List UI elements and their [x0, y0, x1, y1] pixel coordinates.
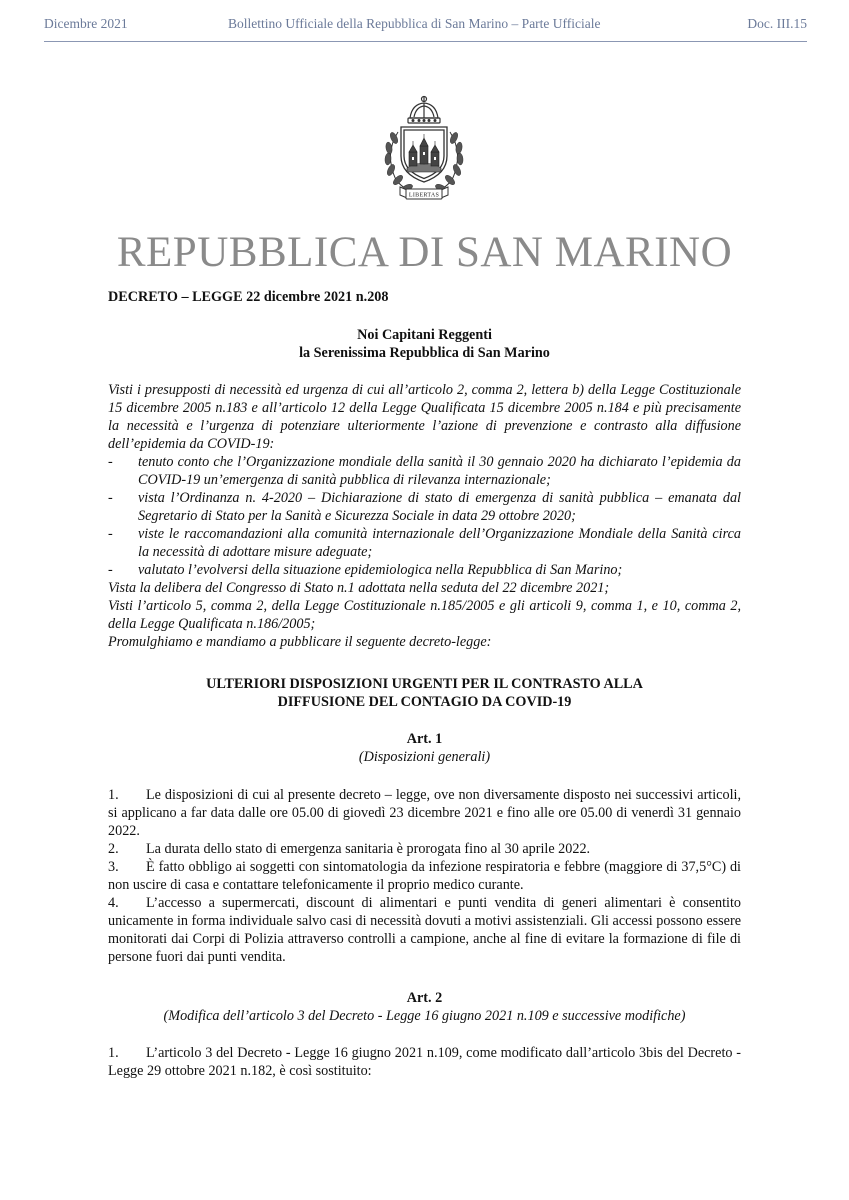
article-2-body [108, 1044, 741, 1080]
paragraph-number: 4. [108, 895, 119, 911]
page-title: REPUBBLICA DI SAN MARINO [116, 229, 733, 276]
article-paragraph [108, 858, 741, 894]
paragraph-text: Le disposizioni di cui al presente decreto – legge, ove non diversamente disposto nei successivi articoli, si applicano a far data dalle ore 05.00 di giovedì 23 dicembre 2021 e fino alle ore 05.00 di venerdì 31 gennaio 2022. [108, 787, 741, 839]
paragraph-text: È fatto obbligo ai soggetti con sintomatologia da infezione respiratoria e febbre (maggiore di 37,5°C) di non uscire di casa e contattare telefonicamente il proprio medico curante. [108, 859, 741, 893]
article-paragraph [108, 894, 741, 966]
article-paragraph [108, 840, 741, 858]
header-date: Dicembre 2021 [44, 16, 128, 31]
article-subtitle: (Modifica dell’articolo 3 del Decreto - Legge 16 giugno 2021 n.109 e successive modifiche) [163, 1008, 686, 1024]
emblem-motto: LIBERTAS [408, 192, 440, 199]
preamble-delibera: Vista la delibera del Congresso di Stato n.1 adottata nella seduta del 22 dicembre 2021; [108, 580, 610, 596]
article-subtitle: (Disposizioni generali) [358, 749, 491, 765]
article-paragraph [108, 786, 741, 840]
bullet-dash: - [108, 526, 113, 542]
bullet-dash: - [108, 562, 113, 578]
bullet-dash: - [108, 490, 113, 506]
paragraph-number: 2. [108, 841, 119, 857]
preamble-promulgation: Promulghiamo e mandiamo a pubblicare il seguente decreto-legge: [108, 634, 492, 650]
article-2-heading [0, 989, 849, 1025]
list-item [108, 561, 741, 579]
regents-line-1: Noi Capitani Reggenti [357, 327, 492, 343]
decree-title-line-2: DIFFUSIONE DEL CONTAGIO DA COVID-19 [277, 694, 572, 710]
list-item [108, 489, 741, 525]
list-item [108, 525, 741, 561]
bullet-text: tenuto conto che l’Organizzazione mondiale della sanità il 30 gennaio 2020 ha dichiarato l’epidemia da COVID-19 un’emergenza di sanità pubblica di rilevanza internazionale; [138, 454, 741, 488]
decree-heading: DECRETO – LEGGE 22 dicembre 2021 n.208 [108, 289, 389, 305]
preamble [108, 381, 741, 651]
article-paragraph [108, 1044, 741, 1080]
running-header [44, 16, 807, 36]
article-number: Art. 2 [406, 990, 443, 1006]
coat-of-arms-icon [376, 94, 472, 206]
paragraph-text: L’accesso a supermercati, discount di alimentari e punti vendita di generi alimentari è consentito unicamente in forma individuale salvo casi di necessità dovuti a motivi assistenziali. Gli accessi possono essere monitorati dai Corpi di Polizia attraverso controlli a campione, anche al fine di evitare la formazione di file di persone fuori dai punti vendita. [108, 895, 741, 965]
article-number: Art. 1 [406, 731, 443, 747]
list-item [108, 453, 741, 489]
article-1-heading [0, 730, 849, 766]
paragraph-text: La durata dello stato di emergenza sanitaria è prorogata fino al 30 aprile 2022. [146, 841, 591, 857]
paragraph-text: L’articolo 3 del Decreto - Legge 16 giugno 2021 n.109, come modificato dall’articolo 3bis del Decreto - Legge 29 ottobre 2021 n.182, è così sostituito: [108, 1045, 741, 1079]
decree-title-line-1: ULTERIORI DISPOSIZIONI URGENTI PER IL CONTRASTO ALLA [206, 676, 643, 692]
header-divider [44, 41, 807, 42]
regents-line-2: la Serenissima Repubblica di San Marino [299, 345, 550, 361]
preamble-intro: Visti i presupposti di necessità ed urgenza di cui all’articolo 2, comma 2, lettera b) della Legge Costituzionale 15 dicembre 2005 n.183 e all’articolo 12 della Legge Qualificata 15 dicembre 2005 n.184 e più precisamente la necessità e l’urgenza di potenziare ulteriormente l’azione di prevenzione e contrasto alla diffusione dell’epidemia da COVID-19: [108, 382, 741, 452]
paragraph-number: 1. [108, 1045, 119, 1061]
header-publication: Bollettino Ufficiale della Repubblica di San Marino – Parte Ufficiale [228, 16, 601, 31]
bullet-text: valutato l’evolversi della situazione epidemiologica nella Repubblica di San Marino; [138, 562, 623, 578]
bullet-text: viste le raccomandazioni alla comunità internazionale dell’Organizzazione Mondiale della Sanità circa la necessità di adottare misure adeguate; [138, 526, 741, 560]
paragraph-number: 1. [108, 787, 119, 803]
preamble-visti: Visti l’articolo 5, comma 2, della Legge Costituzionale n.185/2005 e gli articoli 9, comma 1, e 10, comma 2, della Legge Qualificata n.186/2005; [108, 598, 741, 632]
bullet-dash: - [108, 454, 113, 470]
paragraph-number: 3. [108, 859, 119, 875]
article-1-body [108, 786, 741, 966]
bullet-text: vista l’Ordinanza n. 4-2020 – Dichiarazione di stato di emergenza di sanità pubblica – emanata dal Segretario di Stato per la Sanità e Sicurezza Sociale in data 29 ottobre 2020; [138, 490, 741, 524]
header-doc-number: Doc. III.15 [747, 16, 807, 31]
